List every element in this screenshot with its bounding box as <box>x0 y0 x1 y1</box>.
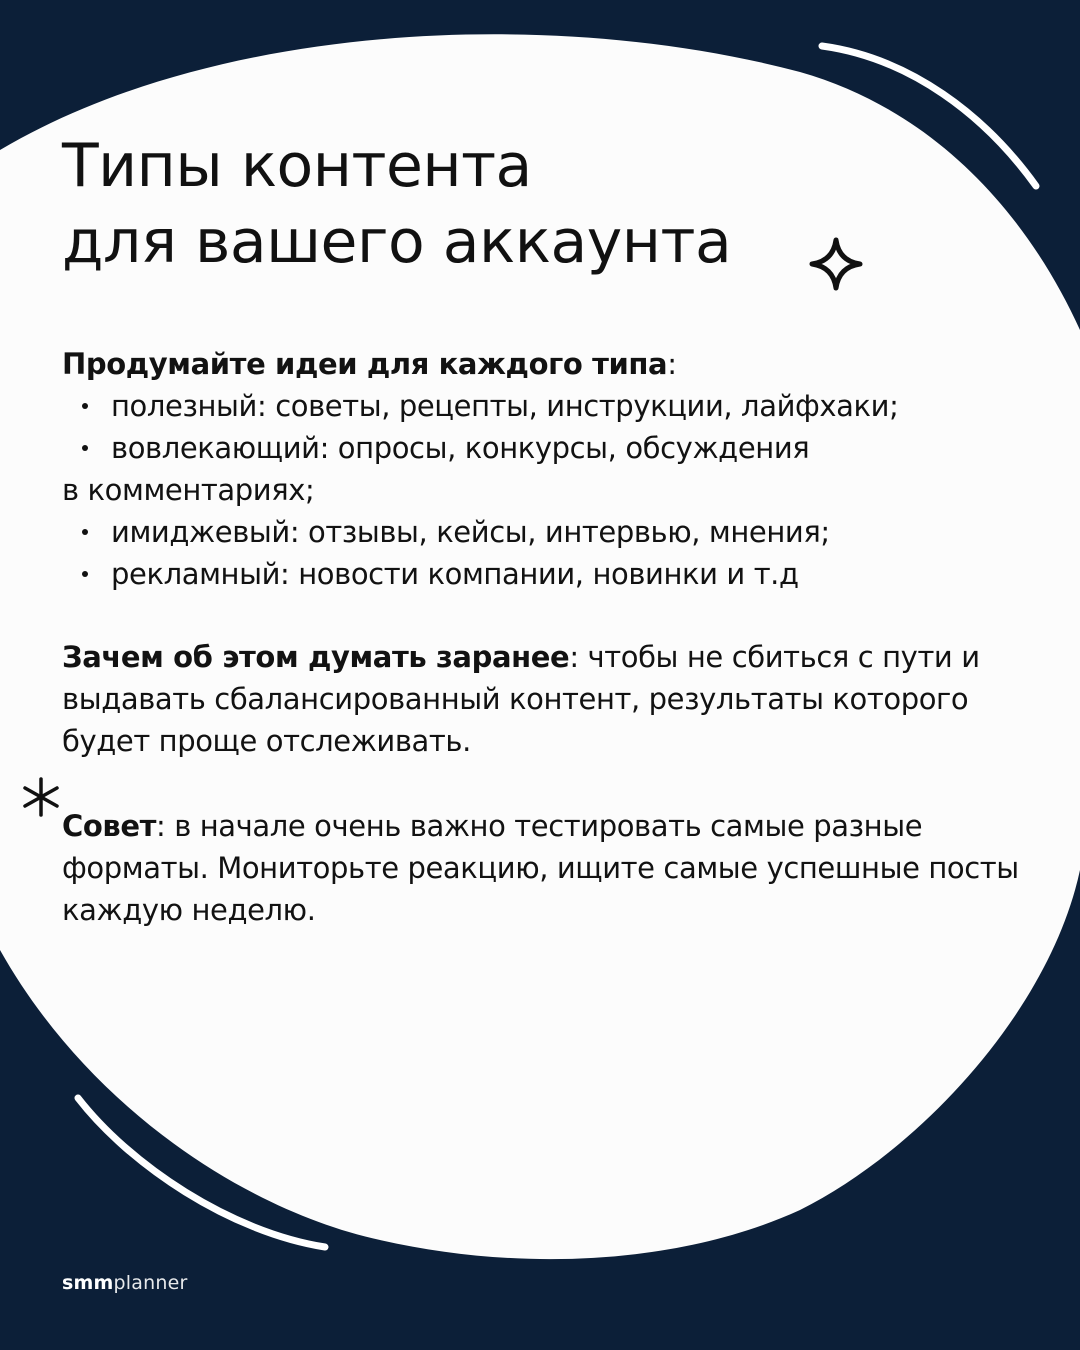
asterisk-icon <box>20 776 62 818</box>
brand-logo-part2: planner <box>113 1272 188 1294</box>
content-types-list <box>62 385 1022 595</box>
why-paragraph <box>62 636 1022 762</box>
page-title <box>62 128 731 280</box>
brand-logo <box>62 1272 187 1294</box>
list-item: полезный: советы, рецепты, инструкции, лайфхаки; <box>62 385 1022 427</box>
ideas-heading-line <box>62 343 1022 385</box>
bullet-icon <box>82 529 88 535</box>
ideas-heading: Продумайте идеи для каждого типа <box>62 347 668 381</box>
content-ideas-section <box>62 343 1022 595</box>
why-text: : чтобы не сбиться с пути и выдавать сбалансированный контент, результаты которого будет проще отслеживать. <box>62 640 980 758</box>
tip-text: : в начале очень важно тестировать самые разные форматы. Мониторьте реакцию, ищите самые успешные посты каждую неделю. <box>62 809 1019 927</box>
ideas-heading-colon: : <box>667 347 677 381</box>
tip-paragraph <box>62 805 1022 931</box>
title-line-2: для вашего аккаунта <box>62 207 732 277</box>
list-item: рекламный: новости компании, новинки и т.д <box>62 553 1022 595</box>
brand-logo-part1: smm <box>62 1272 114 1294</box>
list-item: вовлекающий: опросы, конкурсы, обсуждения <box>62 427 1022 469</box>
bullet-icon <box>82 445 88 451</box>
bullet-icon <box>82 403 88 409</box>
list-item: имиджевый: отзывы, кейсы, интервью, мнения; <box>62 511 1022 553</box>
title-line-1: Типы контента <box>62 131 532 201</box>
sparkle-icon <box>808 236 864 292</box>
tip-heading: Совет <box>62 809 157 843</box>
bullet-icon <box>82 571 88 577</box>
why-heading: Зачем об этом думать заранее <box>62 640 570 674</box>
list-item-continuation: в комментариях; <box>62 473 315 507</box>
